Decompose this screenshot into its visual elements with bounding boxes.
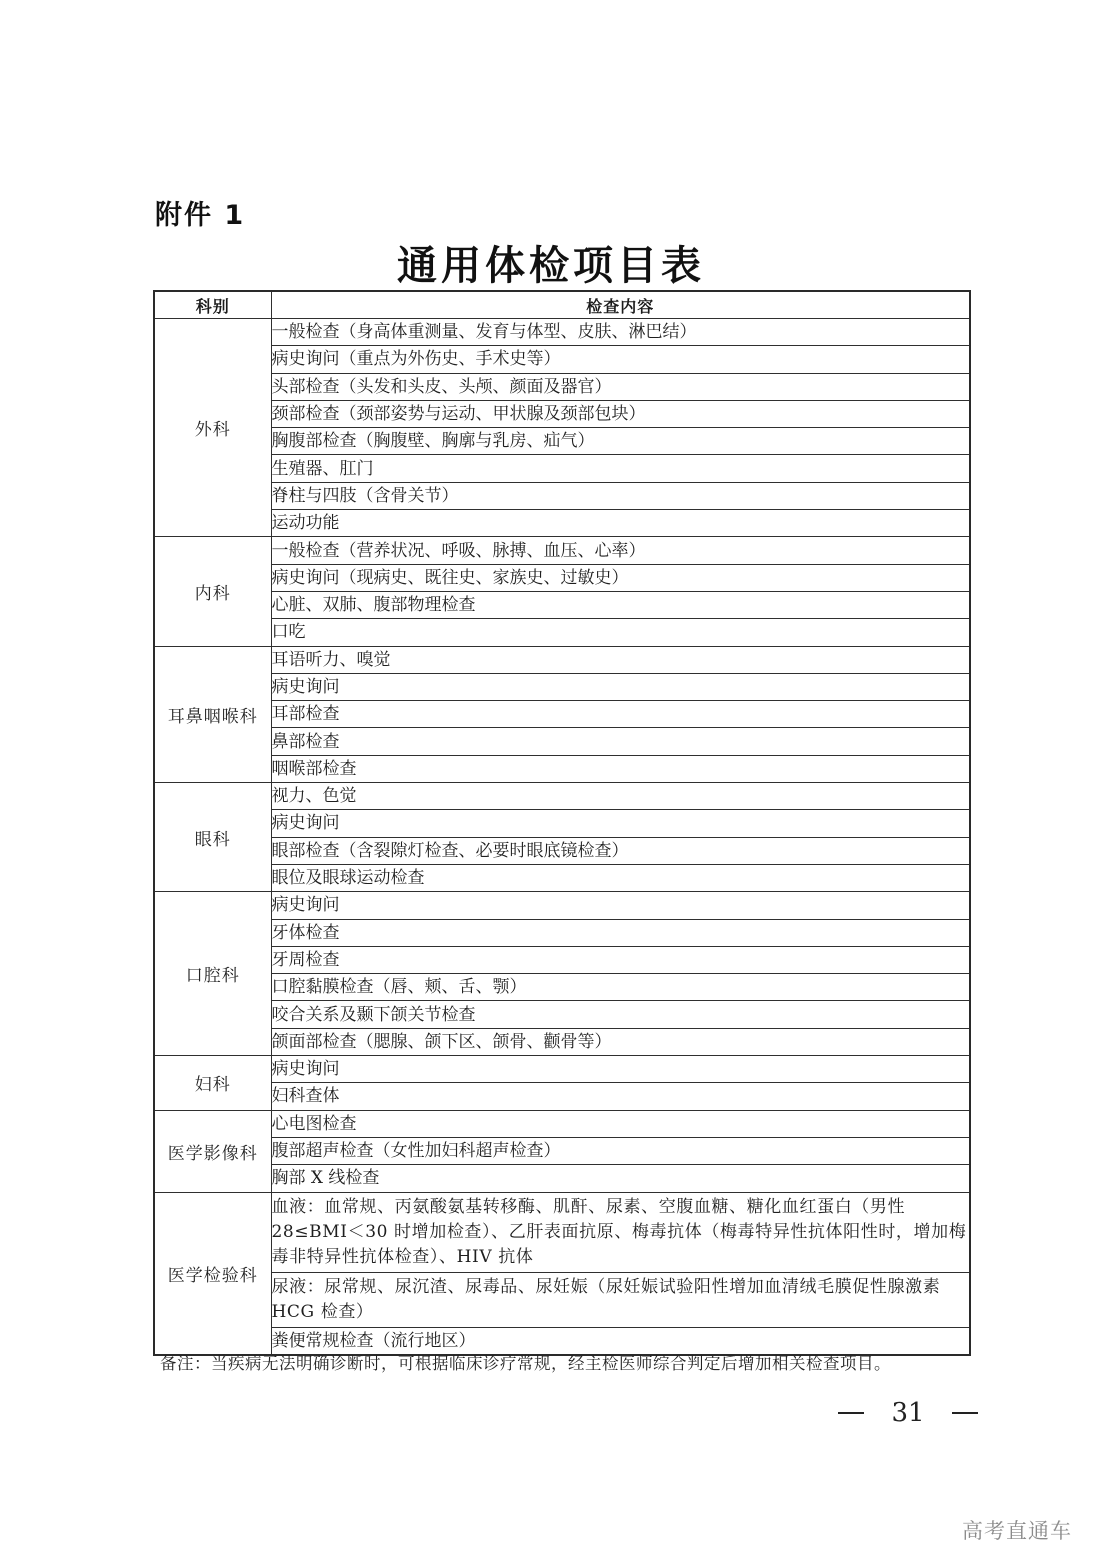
- table-row: [154, 755, 970, 782]
- exam-item-cell: 胸腹部检查（胸腹壁、胸廓与乳房、疝气）: [271, 428, 970, 455]
- table-row: [154, 455, 970, 482]
- column-header-department: 科别: [154, 291, 271, 319]
- department-cell: 外科: [154, 319, 271, 537]
- table-row: [154, 919, 970, 946]
- table-row: [154, 892, 970, 919]
- table-row: [154, 646, 970, 673]
- table-row: [154, 428, 970, 455]
- column-header-content: 检查内容: [271, 291, 970, 319]
- exam-item-cell: 心电图检查: [271, 1110, 970, 1137]
- exam-item-cell: 颌面部检查（腮腺、颌下区、颌骨、颧骨等）: [271, 1028, 970, 1055]
- exam-item-cell: 血液：血常规、丙氨酸氨基转移酶、肌酐、尿素、空腹血糖、糖化血红蛋白（男性 28≤BMI＜30 时增加检查）、乙肝表面抗原、梅毒抗体（梅毒特异性抗体阳性时，增加梅毒非特异性抗体检查）、HIV 抗体: [271, 1192, 970, 1272]
- page-dash-right: [952, 1412, 978, 1414]
- table-row: [154, 974, 970, 1001]
- table-body: [154, 319, 970, 1355]
- department-cell: 口腔科: [154, 892, 271, 1056]
- table-row: [154, 510, 970, 537]
- page-number-footer: [838, 1398, 978, 1428]
- exam-item-cell: 心脏、双肺、腹部物理检查: [271, 591, 970, 618]
- exam-item-cell: 牙体检查: [271, 919, 970, 946]
- department-cell: 眼科: [154, 783, 271, 892]
- exam-item-cell: 眼位及眼球运动检查: [271, 864, 970, 891]
- table-row: [154, 1192, 970, 1272]
- table-row: [154, 346, 970, 373]
- exam-item-cell: 病史询问: [271, 810, 970, 837]
- exam-item-cell: 鼻部检查: [271, 728, 970, 755]
- exam-item-cell: 口腔黏膜检查（唇、颊、舌、颚）: [271, 974, 970, 1001]
- exam-item-cell: 运动功能: [271, 510, 970, 537]
- table-row: [154, 537, 970, 564]
- exam-item-cell: 病史询问: [271, 673, 970, 700]
- table-row: [154, 564, 970, 591]
- exam-items-table-wrapper: [153, 290, 969, 1356]
- table-row: [154, 810, 970, 837]
- table-row: [154, 1272, 970, 1327]
- exam-item-cell: 咬合关系及颞下颌关节检查: [271, 1001, 970, 1028]
- table-row: [154, 400, 970, 427]
- department-cell: 医学检验科: [154, 1192, 271, 1355]
- exam-item-cell: 口吃: [271, 619, 970, 646]
- table-row: [154, 1137, 970, 1164]
- exam-item-cell: 病史询问（重点为外伤史、手术史等）: [271, 346, 970, 373]
- department-cell: 耳鼻咽喉科: [154, 646, 271, 782]
- department-cell: 妇科: [154, 1056, 271, 1111]
- page-title: 通用体检项目表: [397, 243, 705, 289]
- exam-item-cell: 咽喉部检查: [271, 755, 970, 782]
- exam-item-cell: 视力、色觉: [271, 783, 970, 810]
- table-row: [154, 864, 970, 891]
- exam-item-cell: 一般检查（身高体重测量、发育与体型、皮肤、淋巴结）: [271, 319, 970, 346]
- table-row: [154, 591, 970, 618]
- table-row: [154, 373, 970, 400]
- exam-item-cell: 病史询问: [271, 1056, 970, 1083]
- exam-item-cell: 病史询问: [271, 892, 970, 919]
- exam-item-cell: 胸部 X 线检查: [271, 1165, 970, 1192]
- footnote: 备注：当疾病无法明确诊断时，可根据临床诊疗常规，经主检医师综合判定后增加相关检查项目。: [160, 1354, 891, 1373]
- exam-item-cell: 耳部检查: [271, 701, 970, 728]
- table-row: [154, 728, 970, 755]
- table-row: [154, 1165, 970, 1192]
- exam-item-cell: 一般检查（营养状况、呼吸、脉搏、血压、心率）: [271, 537, 970, 564]
- table-row: [154, 1028, 970, 1055]
- table-row: [154, 837, 970, 864]
- table-row: [154, 1083, 970, 1110]
- exam-item-cell: 病史询问（现病史、既往史、家族史、过敏史）: [271, 564, 970, 591]
- exam-item-cell: 生殖器、肛门: [271, 455, 970, 482]
- table-row: [154, 1001, 970, 1028]
- table-header-row: [154, 291, 970, 319]
- exam-item-cell: 眼部检查（含裂隙灯检查、必要时眼底镜检查）: [271, 837, 970, 864]
- exam-item-cell: 耳语听力、嗅觉: [271, 646, 970, 673]
- watermark: 高考直通车: [962, 1519, 1072, 1543]
- page-dash-left: [838, 1412, 864, 1414]
- exam-item-cell: 脊柱与四肢（含骨关节）: [271, 482, 970, 509]
- table-row: [154, 783, 970, 810]
- exam-items-table: [153, 290, 971, 1356]
- exam-item-cell: 粪便常规检查（流行地区）: [271, 1327, 970, 1355]
- table-row: [154, 673, 970, 700]
- annex-label: 附件 1: [155, 200, 246, 231]
- table-row: [154, 482, 970, 509]
- table-row: [154, 946, 970, 973]
- exam-item-cell: 颈部检查（颈部姿势与运动、甲状腺及颈部包块）: [271, 400, 970, 427]
- table-row: [154, 701, 970, 728]
- exam-item-cell: 妇科查体: [271, 1083, 970, 1110]
- exam-item-cell: 头部检查（头发和头皮、头颅、颜面及器官）: [271, 373, 970, 400]
- page-number: 31: [891, 1398, 925, 1428]
- table-row: [154, 619, 970, 646]
- table-row: [154, 1056, 970, 1083]
- table-row: [154, 319, 970, 346]
- exam-item-cell: 腹部超声检查（女性加妇科超声检查）: [271, 1137, 970, 1164]
- exam-item-cell: 尿液：尿常规、尿沉渣、尿毒品、尿妊娠（尿妊娠试验阳性增加血清绒毛膜促性腺激素 HCG 检查）: [271, 1272, 970, 1327]
- table-row: [154, 1110, 970, 1137]
- exam-item-cell: 牙周检查: [271, 946, 970, 973]
- department-cell: 内科: [154, 537, 271, 646]
- department-cell: 医学影像科: [154, 1110, 271, 1192]
